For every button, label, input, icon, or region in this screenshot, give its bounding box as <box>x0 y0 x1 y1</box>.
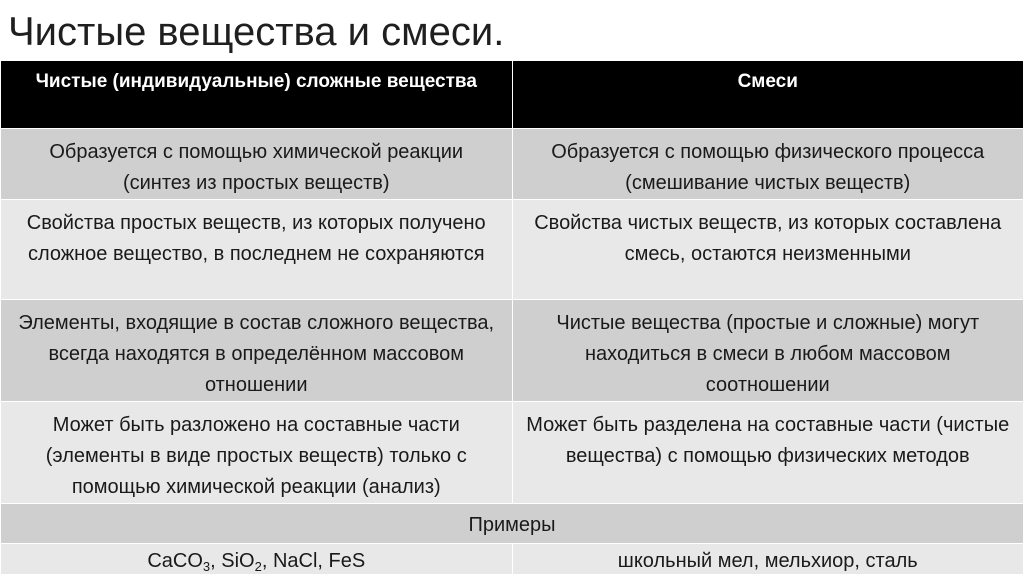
subscript-sio2: 2 <box>254 559 262 574</box>
cell-mixture-separation: Может быть разделена на составные части (чистые вещества) с помощью физических методов <box>512 402 1024 504</box>
header-pure-substances: Чистые (индивидуальные) сложные вещества <box>1 61 513 129</box>
cell-mixture-properties: Свойства чистых веществ, из которых составлена смесь, остаются неизменными <box>512 200 1024 300</box>
cell-mixture-formation: Образуется с помощью физического процесса (смешивание чистых веществ) <box>512 129 1024 200</box>
examples-values-row <box>1 544 1024 574</box>
examples-mixtures: школьный мел, мельхиор, сталь <box>512 544 1024 574</box>
subscript-caco3: 3 <box>202 559 211 574</box>
cell-pure-separation: Может быть разложено на составные части (элементы в виде простых веществ) только с помощью химической реакции (анализ) <box>1 402 513 504</box>
formula-sio2: SiO <box>221 550 255 572</box>
cell-pure-formation: Образуется с помощью химической реакции (синтез из простых веществ) <box>1 129 513 200</box>
separator: , <box>210 550 222 572</box>
comparison-table <box>0 60 1024 574</box>
slide-title: Чистые вещества и смеси. <box>8 10 505 54</box>
examples-label-row <box>1 504 1024 544</box>
cell-pure-properties: Свойства простых веществ, из которых получено сложное вещество, в последнем не сохраняются <box>1 200 513 300</box>
table-header-row <box>1 61 1024 129</box>
formula-caco3: CaCO <box>147 550 203 572</box>
formula-rest: , NaCl, FeS <box>261 550 366 572</box>
table-row <box>1 300 1024 402</box>
examples-label: Примеры <box>1 504 1024 544</box>
table-row <box>1 129 1024 200</box>
examples-pure <box>1 544 513 574</box>
table-row <box>1 402 1024 504</box>
table-row <box>1 200 1024 300</box>
cell-pure-composition: Элементы, входящие в состав сложного вещества, всегда находятся в определённом массовом отношении <box>1 300 513 402</box>
cell-mixture-composition: Чистые вещества (простые и сложные) могут находиться в смеси в любом массовом соотношении <box>512 300 1024 402</box>
header-mixtures: Смеси <box>512 61 1024 129</box>
